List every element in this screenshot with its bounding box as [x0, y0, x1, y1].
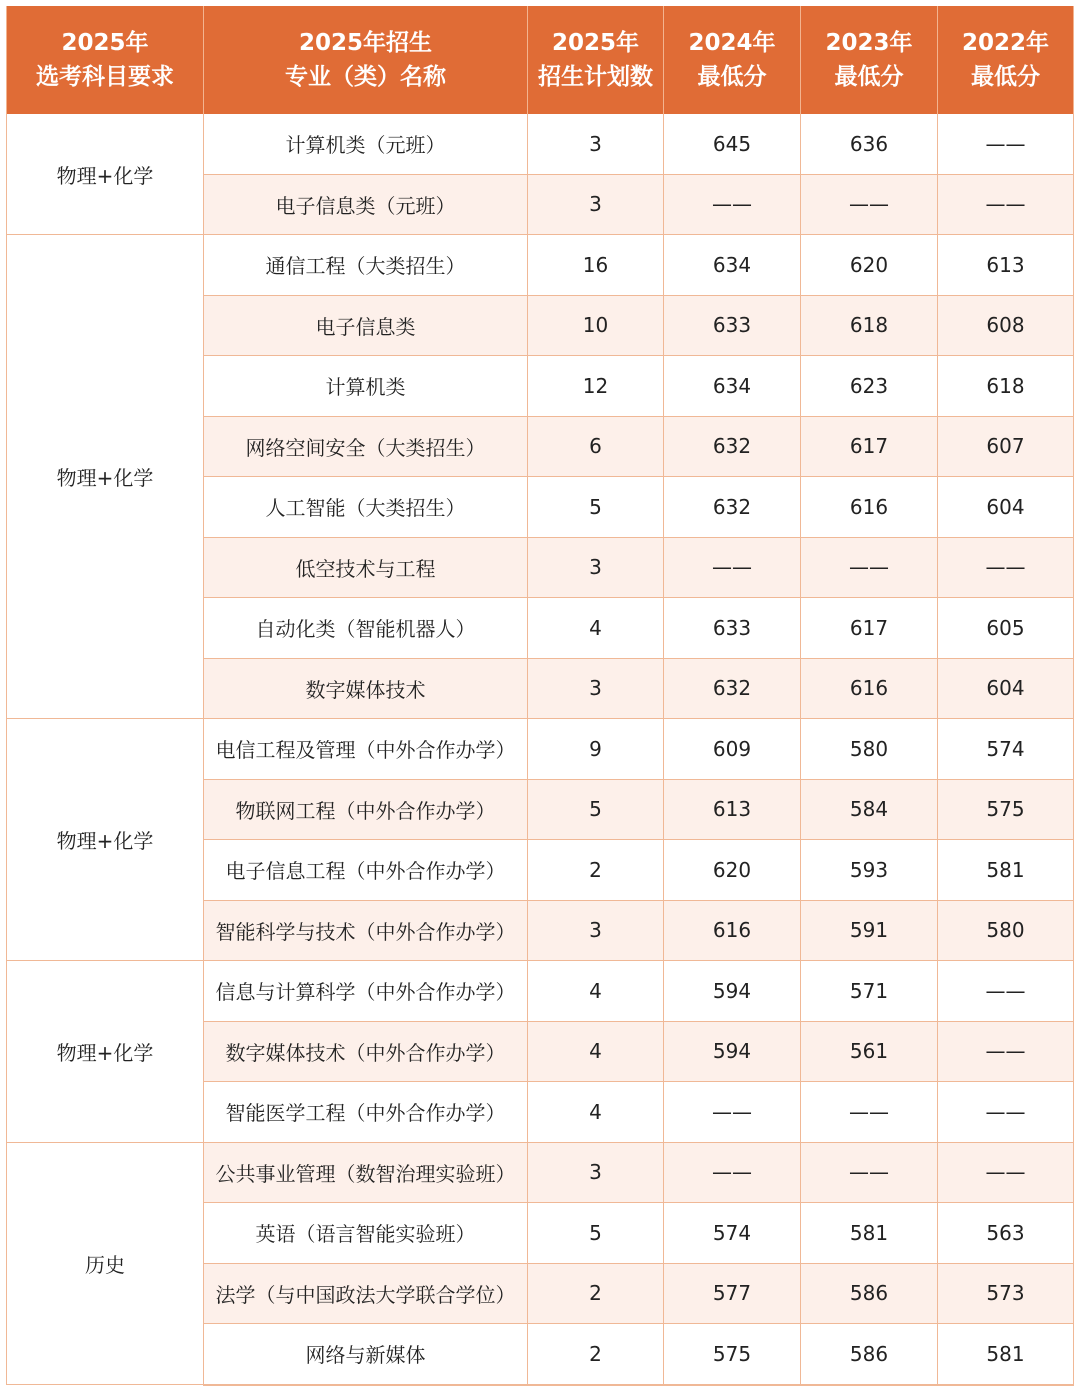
min-score-2023-cell: 616 [801, 477, 938, 538]
min-score-2022-cell: —— [938, 114, 1074, 174]
plan-count-cell: 3 [528, 658, 664, 719]
min-score-2023-cell: —— [801, 1142, 938, 1203]
min-score-2022-cell: 573 [938, 1263, 1074, 1324]
header-min-score-2024 [664, 6, 801, 114]
plan-count-cell: 3 [528, 174, 664, 235]
min-score-2022-cell: 605 [938, 598, 1074, 659]
plan-count-cell: 10 [528, 295, 664, 356]
major-name-cell: 通信工程（大类招生） [204, 235, 528, 296]
min-score-2022-cell: 604 [938, 658, 1074, 719]
subject-requirement-cell: 物理+化学 [7, 961, 204, 1143]
admission-score-table [6, 6, 1074, 1386]
major-name-cell: 数字媒体技术 [204, 658, 528, 719]
major-name-cell: 智能科学与技术（中外合作办学） [204, 900, 528, 961]
table-row [7, 1142, 1074, 1203]
min-score-2022-cell: 563 [938, 1203, 1074, 1264]
plan-count-cell: 5 [528, 1203, 664, 1264]
min-score-2024-cell: 574 [664, 1203, 801, 1264]
header-subject-requirement [7, 6, 204, 114]
plan-count-cell: 4 [528, 1021, 664, 1082]
min-score-2022-cell: 581 [938, 1324, 1074, 1385]
major-name-cell: 网络空间安全（大类招生） [204, 416, 528, 477]
admission-table-container [6, 6, 1073, 1386]
min-score-2023-cell: 623 [801, 356, 938, 417]
major-name-cell: 信息与计算科学（中外合作办学） [204, 961, 528, 1022]
min-score-2024-cell: 613 [664, 779, 801, 840]
major-name-cell: 法学（与中国政法大学联合学位） [204, 1263, 528, 1324]
min-score-2023-cell: 616 [801, 658, 938, 719]
min-score-2024-cell: 632 [664, 416, 801, 477]
major-name-cell: 智能医学工程（中外合作办学） [204, 1082, 528, 1143]
plan-count-cell: 9 [528, 719, 664, 780]
min-score-2024-cell: —— [664, 1142, 801, 1203]
min-score-2022-cell: 613 [938, 235, 1074, 296]
table-body [7, 114, 1074, 1385]
plan-count-cell: 5 [528, 779, 664, 840]
min-score-2023-cell: 620 [801, 235, 938, 296]
min-score-2023-cell: 571 [801, 961, 938, 1022]
table-row [7, 114, 1074, 174]
min-score-2022-cell: 608 [938, 295, 1074, 356]
min-score-2022-cell: 580 [938, 900, 1074, 961]
min-score-2023-cell: 593 [801, 840, 938, 901]
table-row [7, 961, 1074, 1022]
table-row [7, 235, 1074, 296]
plan-count-cell: 16 [528, 235, 664, 296]
header-line: 2023年 [825, 30, 913, 56]
header-line: 2024年 [688, 30, 776, 56]
header-line: 2025年招生 [298, 30, 432, 56]
plan-count-cell: 2 [528, 1263, 664, 1324]
header-min-score-2023 [801, 6, 938, 114]
min-score-2023-cell: 618 [801, 295, 938, 356]
major-name-cell: 计算机类（元班） [204, 114, 528, 174]
major-name-cell: 电子信息类 [204, 295, 528, 356]
min-score-2022-cell: —— [938, 1142, 1074, 1203]
major-name-cell: 低空技术与工程 [204, 537, 528, 598]
min-score-2024-cell: 594 [664, 961, 801, 1022]
min-score-2023-cell: 581 [801, 1203, 938, 1264]
major-name-cell: 数字媒体技术（中外合作办学） [204, 1021, 528, 1082]
plan-count-cell: 5 [528, 477, 664, 538]
plan-count-cell: 3 [528, 114, 664, 174]
header-major-name [204, 6, 528, 114]
major-name-cell: 电子信息工程（中外合作办学） [204, 840, 528, 901]
header-line: 选考科目要求 [36, 64, 174, 90]
major-name-cell: 英语（语言智能实验班） [204, 1203, 528, 1264]
header-line: 2025年 [551, 30, 639, 56]
min-score-2024-cell: 645 [664, 114, 801, 174]
min-score-2022-cell: —— [938, 1021, 1074, 1082]
min-score-2024-cell: 633 [664, 598, 801, 659]
header-line: 招生计划数 [538, 64, 653, 90]
min-score-2023-cell: 586 [801, 1324, 938, 1385]
major-name-cell: 网络与新媒体 [204, 1324, 528, 1385]
subject-requirement-cell: 历史 [7, 1142, 204, 1385]
min-score-2024-cell: 594 [664, 1021, 801, 1082]
min-score-2024-cell: 616 [664, 900, 801, 961]
min-score-2024-cell: 575 [664, 1324, 801, 1385]
min-score-2023-cell: 580 [801, 719, 938, 780]
min-score-2022-cell: 604 [938, 477, 1074, 538]
min-score-2023-cell: 636 [801, 114, 938, 174]
plan-count-cell: 4 [528, 961, 664, 1022]
table-row [7, 719, 1074, 780]
header-row [7, 6, 1074, 114]
major-name-cell: 公共事业管理（数智治理实验班） [204, 1142, 528, 1203]
min-score-2022-cell: 581 [938, 840, 1074, 901]
min-score-2024-cell: 609 [664, 719, 801, 780]
min-score-2022-cell: —— [938, 1082, 1074, 1143]
plan-count-cell: 3 [528, 900, 664, 961]
min-score-2024-cell: 633 [664, 295, 801, 356]
min-score-2024-cell: 632 [664, 658, 801, 719]
min-score-2023-cell: 561 [801, 1021, 938, 1082]
plan-count-cell: 12 [528, 356, 664, 417]
min-score-2024-cell: —— [664, 174, 801, 235]
min-score-2022-cell: —— [938, 961, 1074, 1022]
major-name-cell: 电信工程及管理（中外合作办学） [204, 719, 528, 780]
major-name-cell: 自动化类（智能机器人） [204, 598, 528, 659]
min-score-2024-cell: 634 [664, 356, 801, 417]
min-score-2022-cell: 574 [938, 719, 1074, 780]
min-score-2023-cell: 586 [801, 1263, 938, 1324]
header-line: 2022年 [961, 30, 1049, 56]
plan-count-cell: 3 [528, 1142, 664, 1203]
min-score-2022-cell: 607 [938, 416, 1074, 477]
min-score-2022-cell: 575 [938, 779, 1074, 840]
min-score-2023-cell: —— [801, 174, 938, 235]
header-line: 最低分 [971, 64, 1040, 90]
subject-requirement-cell: 物理+化学 [7, 719, 204, 961]
min-score-2022-cell: —— [938, 537, 1074, 598]
min-score-2023-cell: —— [801, 1082, 938, 1143]
min-score-2023-cell: 584 [801, 779, 938, 840]
min-score-2022-cell: 618 [938, 356, 1074, 417]
min-score-2023-cell: 617 [801, 416, 938, 477]
header-line: 2025年 [61, 30, 149, 56]
min-score-2023-cell: 591 [801, 900, 938, 961]
min-score-2024-cell: —— [664, 1082, 801, 1143]
plan-count-cell: 6 [528, 416, 664, 477]
plan-count-cell: 2 [528, 1324, 664, 1385]
plan-count-cell: 4 [528, 598, 664, 659]
subject-requirement-cell: 物理+化学 [7, 235, 204, 719]
min-score-2024-cell: 620 [664, 840, 801, 901]
min-score-2024-cell: 632 [664, 477, 801, 538]
header-plan-count [528, 6, 664, 114]
min-score-2022-cell: —— [938, 174, 1074, 235]
major-name-cell: 物联网工程（中外合作办学） [204, 779, 528, 840]
min-score-2023-cell: 617 [801, 598, 938, 659]
major-name-cell: 人工智能（大类招生） [204, 477, 528, 538]
plan-count-cell: 3 [528, 537, 664, 598]
header-line: 专业（类）名称 [285, 64, 446, 90]
min-score-2024-cell: 634 [664, 235, 801, 296]
major-name-cell: 电子信息类（元班） [204, 174, 528, 235]
min-score-2024-cell: —— [664, 537, 801, 598]
subject-requirement-cell: 物理+化学 [7, 114, 204, 235]
min-score-2023-cell: —— [801, 537, 938, 598]
major-name-cell: 计算机类 [204, 356, 528, 417]
plan-count-cell: 4 [528, 1082, 664, 1143]
plan-count-cell: 2 [528, 840, 664, 901]
min-score-2024-cell: 577 [664, 1263, 801, 1324]
header-line: 最低分 [697, 64, 767, 90]
header-line: 最低分 [834, 64, 904, 90]
header-min-score-2022 [938, 6, 1074, 114]
